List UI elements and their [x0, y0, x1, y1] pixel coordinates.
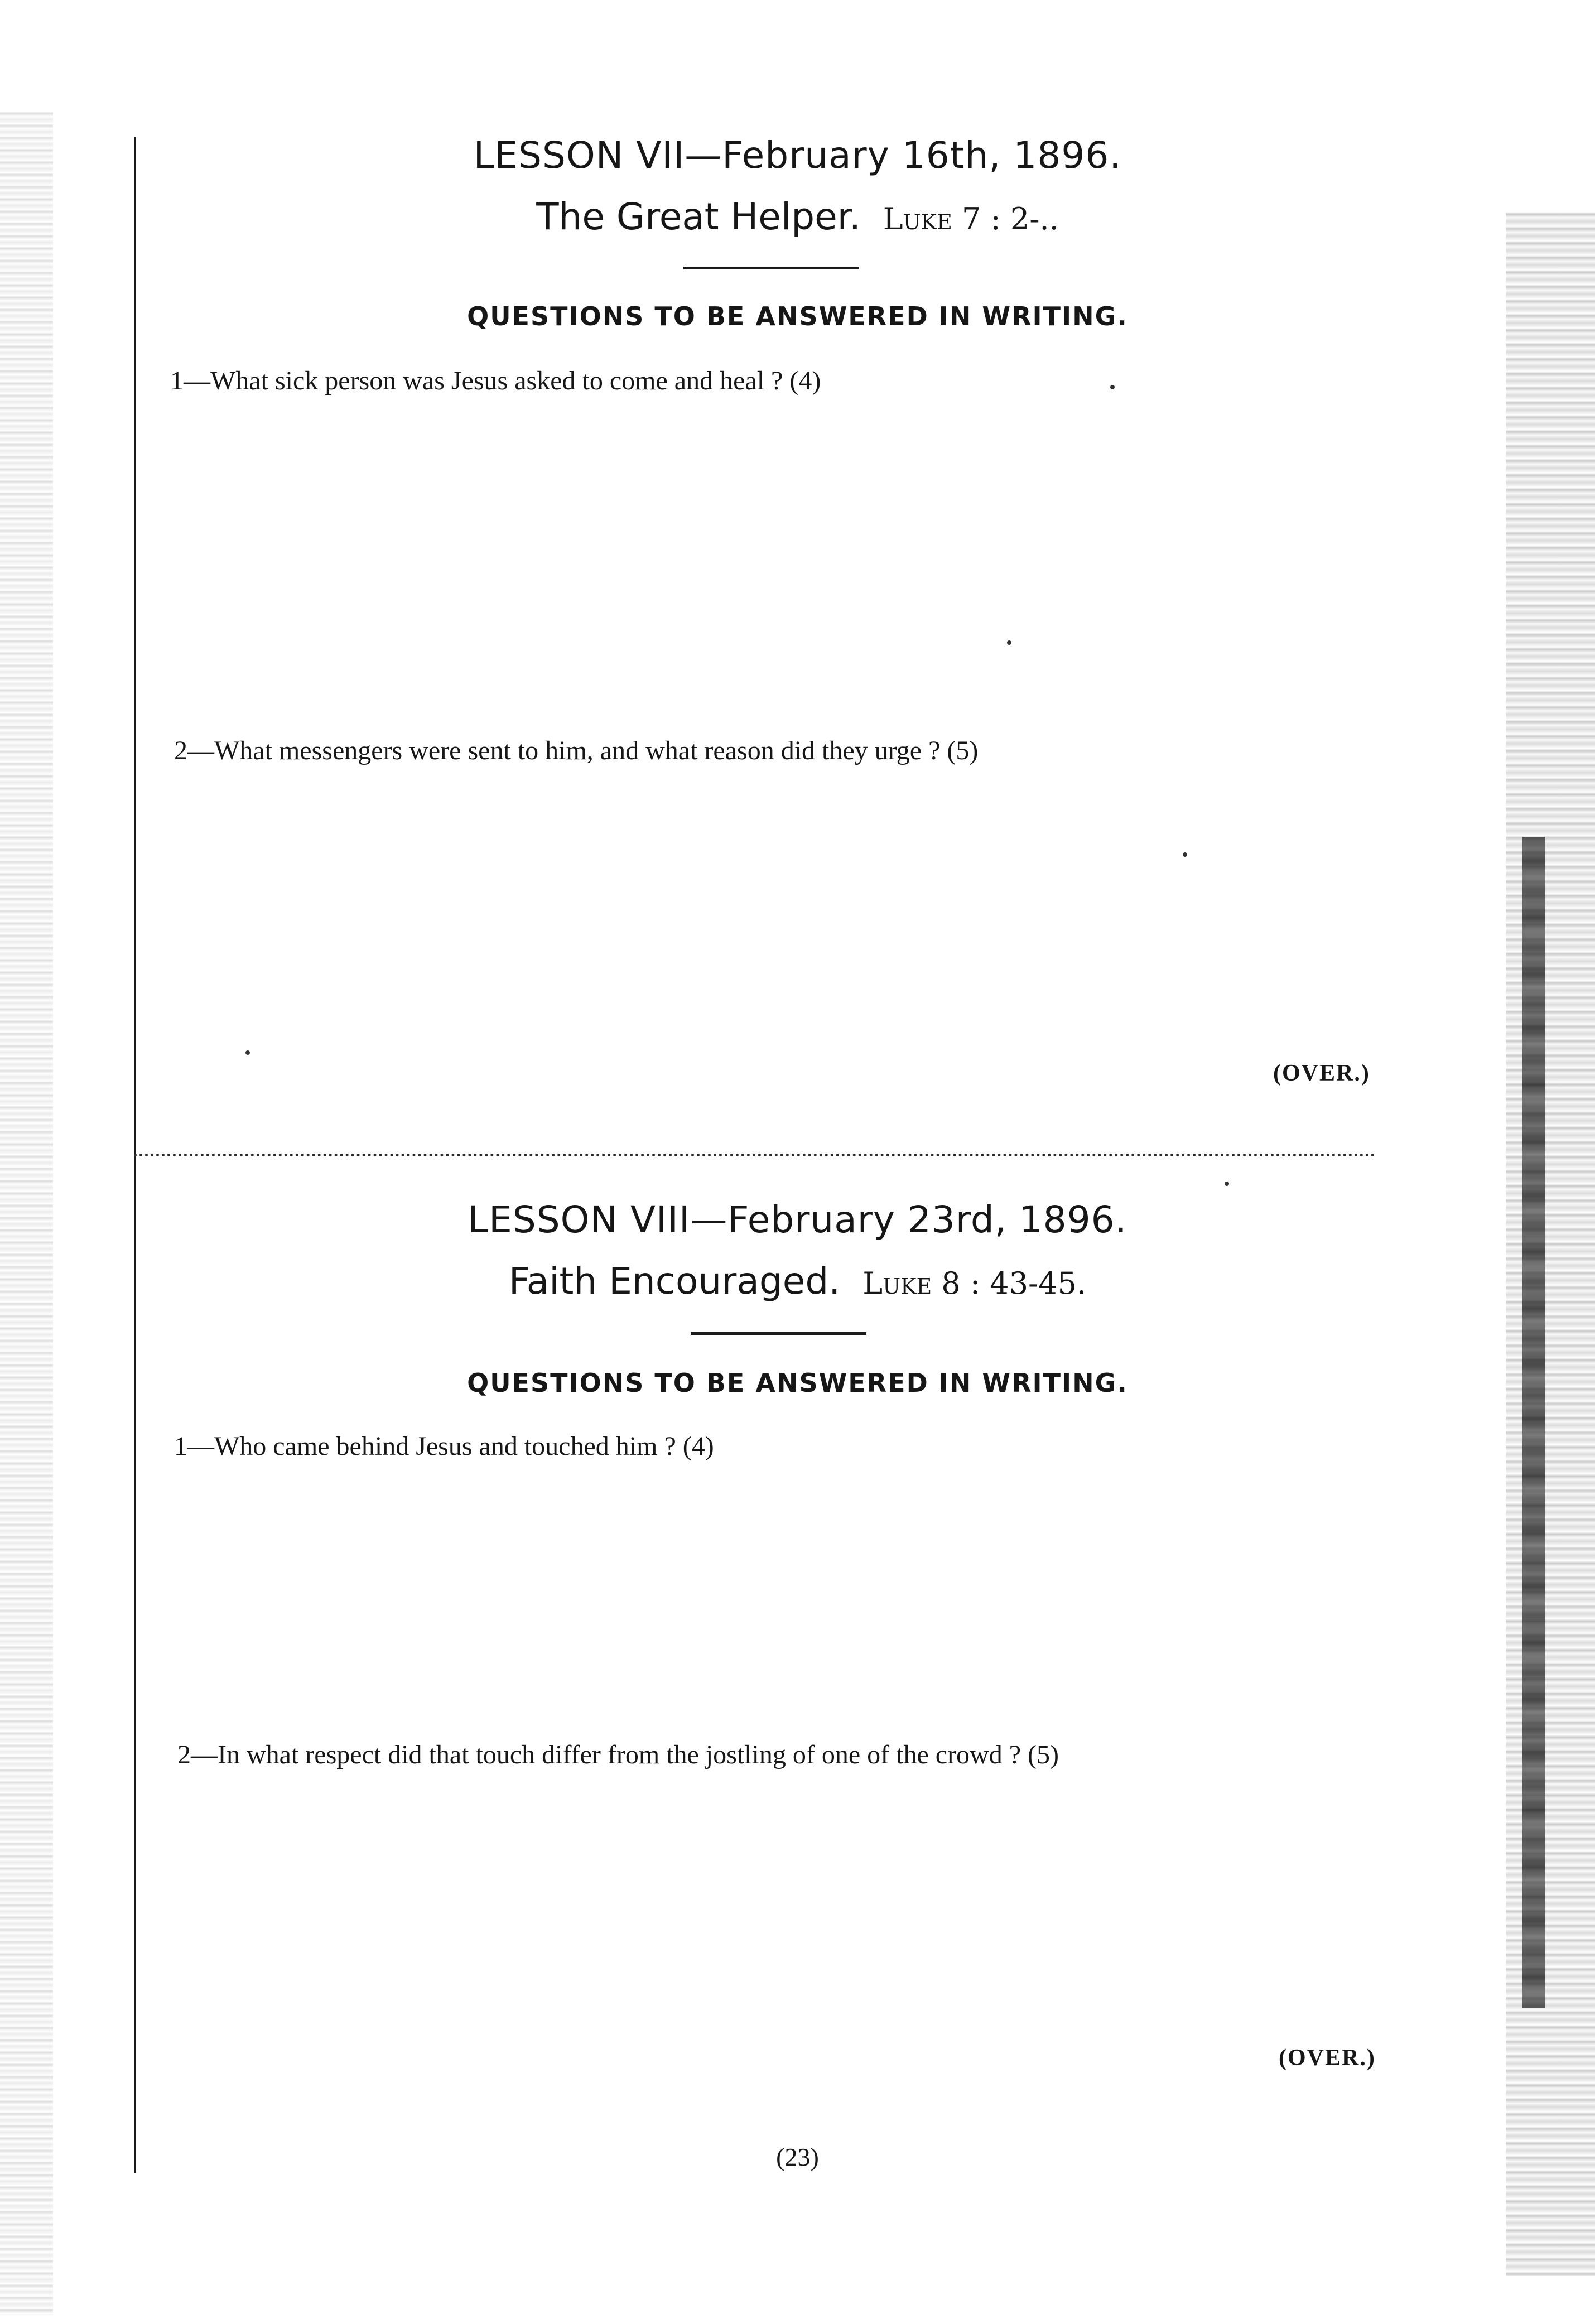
lesson-viii-question-1: 1—Who came behind Jesus and touched him ? (4) [174, 1431, 714, 1461]
lesson-vii-question-1: 1—What sick person was Jesus asked to come and heal ? (4) [170, 366, 821, 396]
scan-shadow-right [1506, 212, 1595, 2276]
lesson-vii-rule [683, 267, 859, 269]
lesson-viii-rule [691, 1332, 866, 1335]
scan-speck [1225, 1182, 1229, 1186]
page-number: (23) [776, 2143, 819, 2171]
lesson-viii-question-2: 2—In what respect did that touch differ from the jostling of one of the crowd ? (5) [177, 1740, 1059, 1769]
scan-binding-edge [1522, 837, 1545, 2008]
lesson-vii-question-2: 2—What messengers were sent to him, and what reason did they urge ? (5) [174, 736, 979, 765]
scan-speck [1110, 385, 1115, 389]
lesson-viii-questions-heading: QUESTIONS TO BE ANSWERED IN WRITING. [467, 1368, 1128, 1398]
lesson-viii-subtitle [0, 1260, 1595, 1303]
lesson-vii-reference: Luke 7 : 2-.. [883, 201, 1059, 237]
scan-speck [1007, 640, 1011, 645]
lesson-viii-title: LESSON VIII—February 23rd, 1896. [468, 1198, 1127, 1241]
scan-speck [245, 1050, 250, 1055]
lesson-vii-questions-heading: QUESTIONS TO BE ANSWERED IN WRITING. [467, 301, 1128, 331]
lesson-vii-subtitle [0, 195, 1595, 239]
lesson-vii-title: LESSON VII—February 16th, 1896. [473, 134, 1122, 177]
lesson-viii-over-label: (OVER.) [1279, 2045, 1376, 2071]
lesson-vii-over-label: (OVER.) [1273, 1060, 1370, 1086]
lesson-vii-name: The Great Helper. [536, 195, 861, 238]
scan-speck [1183, 852, 1187, 857]
lesson-viii-reference: Luke 8 : 43-45. [862, 1266, 1087, 1301]
lesson-viii-name: Faith Encouraged. [508, 1260, 841, 1303]
lesson-divider [134, 1154, 1375, 1156]
